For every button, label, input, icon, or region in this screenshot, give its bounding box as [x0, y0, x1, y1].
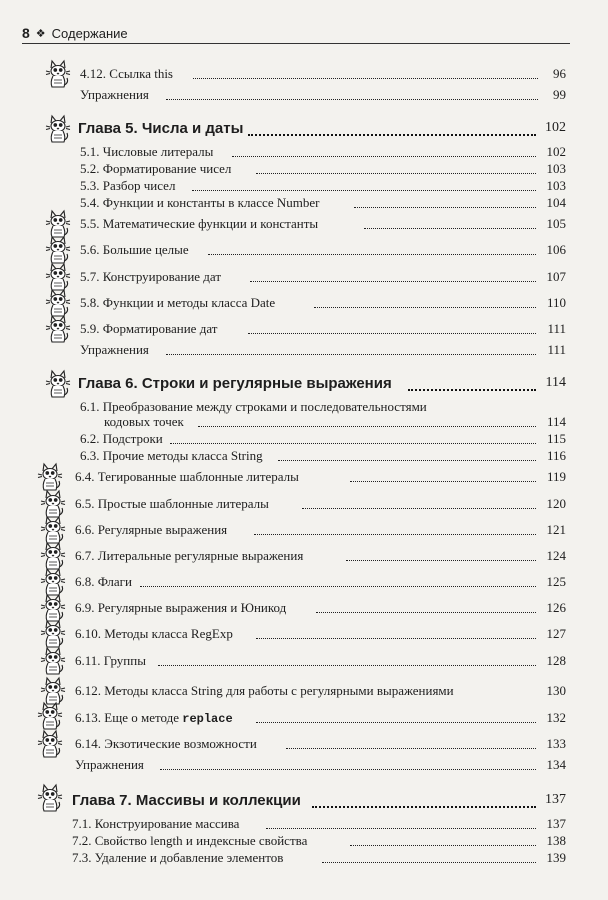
- ornament-icon: ❖: [35, 27, 46, 40]
- toc-entry: [0, 448, 608, 468]
- toc-page-number: 119: [546, 469, 566, 484]
- dot-leader: [408, 389, 536, 391]
- dot-leader: [256, 722, 536, 723]
- toc-entry: [0, 242, 608, 262]
- toc-entry-title: 6.8. Флаги: [75, 574, 132, 589]
- toc-entry-title: 6.3. Прочие методы класса String: [80, 448, 263, 463]
- toc-entry-title: 6.14. Экзотические возможности: [75, 736, 257, 751]
- toc-entry: [0, 574, 608, 594]
- toc-entry: [0, 683, 608, 703]
- toc-entry: [0, 496, 608, 516]
- toc-page-number: 130: [546, 683, 566, 698]
- toc-entry: [0, 195, 608, 215]
- toc-page-number: 128: [546, 653, 566, 668]
- toc-entry: [0, 216, 608, 236]
- dot-leader: [254, 534, 536, 535]
- toc-entry: [0, 626, 608, 646]
- toc-entry: [0, 757, 608, 777]
- toc-entry-title: 5.1. Числовые литералы: [80, 144, 214, 159]
- toc-page-number: 133: [546, 736, 566, 751]
- dot-leader: [192, 190, 536, 191]
- dot-leader: [198, 426, 536, 427]
- dot-leader: [170, 443, 536, 444]
- toc-page-number: 114: [545, 375, 566, 390]
- toc-page-number: 102: [545, 120, 566, 135]
- toc-page-number: 102: [546, 144, 566, 159]
- toc-page-number: 114: [546, 414, 566, 429]
- dot-leader: [314, 307, 536, 308]
- running-title: Содержание: [51, 25, 128, 41]
- toc-entry: [0, 342, 608, 362]
- toc-entry-title: 6.1. Преобразование между строками и последовательностями: [80, 399, 427, 414]
- toc-entry-title: 5.6. Большие целые: [80, 242, 189, 257]
- dot-leader: [248, 333, 536, 334]
- toc-entry: [0, 600, 608, 620]
- toc-entry-title-continued: кодовых точек: [104, 414, 184, 429]
- header-rule: [22, 43, 570, 44]
- toc-entry: [0, 87, 608, 107]
- toc-entry-title: 7.3. Удаление и добавление элементов: [72, 850, 284, 865]
- toc-page-number: 126: [546, 600, 566, 615]
- dot-leader: [256, 638, 536, 639]
- dot-leader: [140, 586, 536, 587]
- toc-entry: [0, 653, 608, 673]
- chapter-entry: [0, 120, 608, 140]
- toc-entry-title: 7.1. Конструирование массива: [72, 816, 240, 831]
- chapter-entry: [0, 792, 608, 812]
- toc-page-number: 120: [546, 496, 566, 511]
- toc-entry-title: 5.5. Математические функции и константы: [80, 216, 319, 231]
- toc-entry: [0, 269, 608, 289]
- chapter-title: Глава 7. Массивы и коллекции: [72, 792, 301, 809]
- toc-entry-title: 5.9. Форматирование дат: [80, 321, 218, 336]
- toc-page-number: 103: [546, 161, 566, 176]
- toc-page-number: 127: [546, 626, 566, 641]
- dot-leader: [166, 354, 536, 355]
- running-header: [22, 24, 128, 42]
- toc-entry: [0, 710, 608, 730]
- toc-page-number: 116: [546, 448, 566, 463]
- toc-entry-title: Упражнения: [80, 342, 149, 357]
- toc-entry-title: 6.5. Простые шаблонные литералы: [75, 496, 269, 511]
- dot-leader: [256, 173, 536, 174]
- toc-entry-title: 4.12. Ссылка this: [80, 66, 173, 81]
- toc-page-number: 111: [547, 342, 566, 357]
- toc-page-number: 107: [546, 269, 566, 284]
- toc-page-number: 105: [546, 216, 566, 231]
- dot-leader: [346, 560, 536, 561]
- toc-page-number: 106: [546, 242, 566, 257]
- toc-page-number: 137: [545, 792, 566, 807]
- toc-entry: [0, 321, 608, 341]
- toc-entry: [0, 548, 608, 568]
- toc-entry-title: 6.12. Методы класса String для работы с регулярными выражениями: [75, 683, 454, 698]
- toc-entry-title: 6.9. Регулярные выражения и Юникод: [75, 600, 287, 615]
- toc-page-number: 132: [546, 710, 566, 725]
- toc-entry: [0, 399, 608, 435]
- dot-leader: [286, 748, 536, 749]
- dot-leader: [350, 845, 536, 846]
- dot-leader: [208, 254, 536, 255]
- dot-leader: [250, 281, 536, 282]
- toc-entry: [0, 522, 608, 542]
- dot-leader: [266, 828, 536, 829]
- dot-leader: [248, 134, 536, 136]
- dot-leader: [312, 806, 536, 808]
- toc-entry-title: 5.7. Конструирование дат: [80, 269, 222, 284]
- toc-entry-title: 6.6. Регулярные выражения: [75, 522, 228, 537]
- toc-page-number: 104: [546, 195, 566, 210]
- toc-entry-title: 5.8. Функции и методы класса Date: [80, 295, 276, 310]
- toc-entry-title: 5.3. Разбор чисел: [80, 178, 176, 193]
- toc-page-number: 103: [546, 178, 566, 193]
- toc-entry-title: 6.10. Методы класса RegExp: [75, 626, 233, 641]
- toc-entry-title: 5.2. Форматирование чисел: [80, 161, 232, 176]
- toc-entry-prefix: 6.13. Еще о методе: [75, 710, 183, 725]
- dot-leader: [158, 665, 536, 666]
- toc-page-number: 138: [546, 833, 566, 848]
- dot-leader: [364, 228, 536, 229]
- toc-entry-title: 7.2. Свойство length и индексные свойства: [72, 833, 308, 848]
- toc-entry-title: 6.2. Подстроки: [80, 431, 163, 446]
- toc-entry: [0, 66, 608, 86]
- toc-entry-title: 6.4. Тегированные шаблонные литералы: [75, 469, 299, 484]
- toc-entry-title: [75, 710, 233, 727]
- dot-leader: [322, 862, 536, 863]
- dot-leader: [166, 99, 538, 100]
- chapter-title: Глава 6. Строки и регулярные выражения: [78, 375, 392, 392]
- toc-page-number: 110: [546, 295, 566, 310]
- toc-entry: [0, 469, 608, 489]
- dot-leader: [350, 481, 536, 482]
- toc-entry-title: Упражнения: [80, 87, 149, 102]
- toc-page-number: 124: [546, 548, 566, 563]
- dot-leader: [316, 612, 536, 613]
- chapter-entry: [0, 375, 608, 395]
- toc-page-number: 99: [553, 87, 566, 102]
- chapter-title: Глава 5. Числа и даты: [78, 120, 244, 137]
- toc-page-number: 137: [546, 816, 566, 831]
- toc-page-number: 96: [553, 66, 566, 81]
- toc-entry-title: 6.7. Литеральные регулярные выражения: [75, 548, 304, 563]
- toc-entry: [0, 295, 608, 315]
- toc-entry-title: 6.11. Группы: [75, 653, 146, 668]
- dot-leader: [278, 460, 536, 461]
- toc-page-number: 139: [546, 850, 566, 865]
- toc-page-number: 134: [546, 757, 566, 772]
- dot-leader: [302, 508, 536, 509]
- dot-leader: [232, 156, 536, 157]
- code-method-name: replace: [182, 712, 233, 726]
- toc-page-number: 121: [546, 522, 566, 537]
- toc-entry-title: 5.4. Функции и константы в классе Number: [80, 195, 320, 210]
- toc-page-number: 115: [546, 431, 566, 446]
- toc-entry: [0, 736, 608, 756]
- dot-leader: [354, 207, 536, 208]
- toc-entry: [0, 850, 608, 870]
- toc-page-number: 111: [547, 321, 566, 336]
- dot-leader: [160, 769, 536, 770]
- toc-page-number: 125: [546, 574, 566, 589]
- dot-leader: [193, 78, 538, 79]
- page-number: 8: [22, 25, 30, 41]
- toc-entry-title: Упражнения: [75, 757, 144, 772]
